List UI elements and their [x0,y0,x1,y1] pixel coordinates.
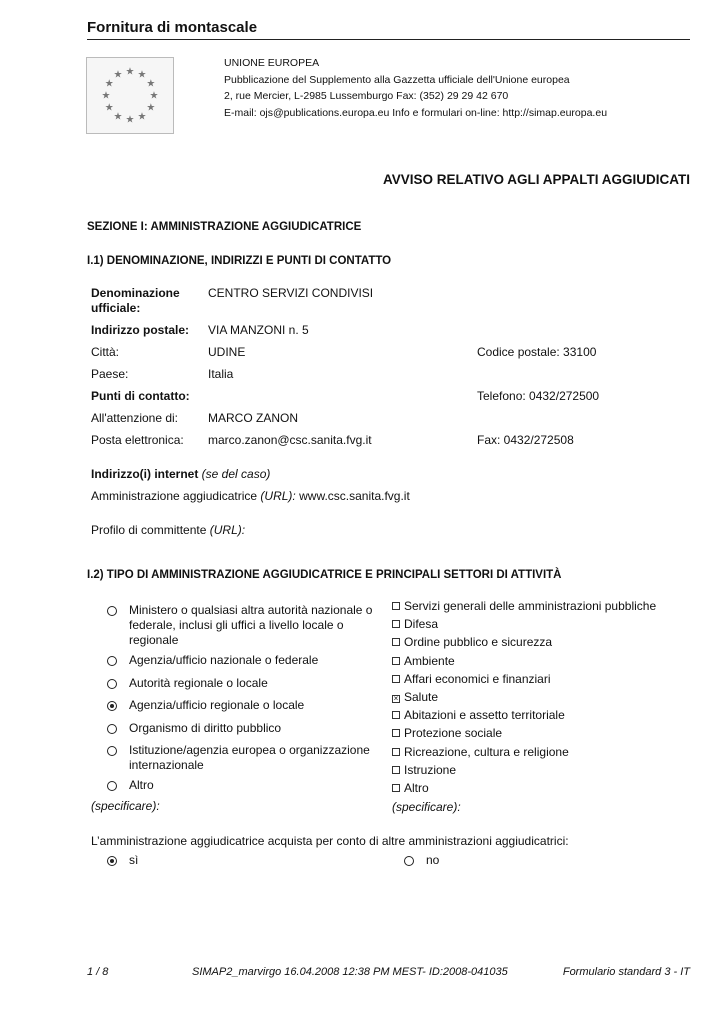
authority-type-label: Organismo di diritto pubblico [129,721,282,735]
sector-item [392,708,565,722]
sector-item [392,617,438,631]
checkbox-icon[interactable] [392,766,400,774]
star-icon: ★ [104,78,114,90]
admin-url-row [91,489,410,503]
star-icon: ★ [149,90,159,102]
sector-item [392,745,569,759]
sector-item [392,672,551,686]
checkbox-icon[interactable] [392,620,400,628]
address-label: Indirizzo postale: [91,323,190,337]
eu-line: Pubblicazione del Supplemento alla Gazzetta ufficiale dell'Unione europea [224,73,570,86]
star-icon: ★ [125,66,135,78]
sector-item [392,654,455,668]
checkbox-icon[interactable] [392,711,400,719]
checkbox-icon[interactable] [392,748,400,756]
label-line: ufficiale: [91,301,141,315]
internet-heading [91,467,270,481]
authority-type-label: Agenzia/ufficio nazionale o federale [129,653,319,667]
internet-label: Indirizzo(i) internet [91,467,199,481]
sector-label: Ordine pubblico e sicurezza [404,635,553,650]
email-label: Posta elettronica: [91,433,184,447]
phone: Telefono: 0432/272500 [477,389,600,403]
sector-label: Ricreazione, cultura e religione [404,744,569,759]
types-specify: (specificare): [91,799,160,813]
attention-label: All'attenzione di: [91,411,179,425]
document-title: Fornitura di montascale [87,19,258,36]
authority-type-radio[interactable] [107,656,117,666]
notice-title: AVVISO RELATIVO AGLI APPALTI AGGIUDICATI [383,172,690,187]
sectors-specify: (specificare): [392,800,461,814]
authority-type-radio[interactable] [107,746,117,756]
authority-type-label: Agenzia/ufficio regionale o locale [129,698,305,712]
no-radio[interactable] [404,856,414,866]
checkbox-icon[interactable] [392,729,400,737]
star-icon: ★ [104,102,114,114]
eu-publication-info [224,55,607,121]
authority-type-label: Autorità regionale o locale [129,676,268,690]
profile-label: Profilo di committente [91,523,207,537]
profile-url-note: (URL): [209,523,246,537]
checked-box-icon[interactable]: × [393,694,399,703]
eu-line: 2, rue Mercier, L-2985 Lussemburgo Fax: (352) 29 29 42 670 [224,90,509,102]
sector-label: Altro [404,781,429,795]
star-icon: ★ [113,69,123,81]
sector-item [392,690,438,704]
star-icon: ★ [137,69,147,81]
checkbox-icon[interactable] [392,657,400,665]
footer-form: Formulario standard 3 - IT [562,966,690,978]
email-value: marco.zanon@csc.sanita.fvg.it [208,433,372,447]
attention-value: MARCO ZANON [208,411,298,425]
city-label: Città: [91,345,120,359]
authority-type-radio[interactable] [107,606,117,616]
sector-label: Difesa [404,617,439,632]
country-value: Italia [208,367,234,381]
footer-id: SIMAP2_marvirgo 16.04.2008 12:38 PM MEST- ID:2008-041035 [192,966,508,978]
star-icon: ★ [113,111,123,123]
sector-item [392,726,502,740]
checkbox-icon[interactable] [392,784,400,792]
sector-item [392,763,456,777]
subsection-heading: I.1) DENOMINAZIONE, INDIRIZZI E PUNTI DI CONTATTO [87,255,392,267]
authority-type-label: Istituzione/agenzia europea o organizzazione internazionale [129,743,370,772]
authority-type-radio[interactable] [107,781,117,791]
sector-label: Abitazioni e assetto territoriale [404,708,565,723]
label-line: Denominazione [91,286,180,300]
contact-label: Punti di contatto: [91,389,190,403]
address-value: VIA MANZONI n. 5 [208,323,309,337]
authority-type-label: Altro [129,778,154,792]
star-icon: ★ [137,111,147,123]
star-icon: ★ [101,90,111,102]
denomination-value: CENTRO SERVIZI CONDIVISI [208,286,374,300]
admin-label: Amministrazione aggiudicatrice [91,489,258,503]
city-value: UDINE [208,345,246,359]
yes-radio[interactable] [107,856,117,866]
no-label: no [426,853,440,867]
admin-url: www.csc.sanita.fvg.it [299,489,410,503]
admin-url-note: (URL): [260,489,296,503]
checkbox-icon[interactable] [392,675,400,683]
internet-note: (se del caso) [201,467,271,481]
sector-item [392,781,429,795]
sector-label: Protezione sociale [404,726,503,741]
footer-page: 1 / 8 [87,966,109,978]
authority-type-radio[interactable] [107,679,117,689]
sector-label: Salute [404,690,439,704]
postal-code: Codice postale: 33100 [477,345,597,359]
sector-label: Istruzione [404,762,457,777]
country-label: Paese: [91,367,129,381]
yes-label: sì [129,853,139,867]
fax: Fax: 0432/272508 [477,433,574,447]
star-icon: ★ [125,114,135,126]
sector-label: Servizi generali delle amministrazioni pubbliche [404,599,657,613]
eu-line: UNIONE EUROPEA [224,57,320,69]
sector-item [392,635,552,649]
eu-line: E-mail: ojs@publications.europa.eu Info e formulari on-line: http://simap.europa.eu [224,106,608,119]
eu-flag-logo [86,57,174,134]
section-heading: SEZIONE I: AMMINISTRAZIONE AGGIUDICATRICE [87,221,362,233]
sector-label: Ambiente [404,653,455,668]
subsection-heading: I.2) TIPO DI AMMINISTRAZIONE AGGIUDICATRICE E PRINCIPALI SETTORI DI ATTIVITÀ [87,569,562,581]
checkbox-icon[interactable] [392,602,400,610]
profile-url-row [91,523,245,537]
denomination-label [91,286,180,315]
behalf-question: L’amministrazione aggiudicatrice acquista per conto di altre amministrazioni aggiudicatrici: [91,834,569,848]
authority-type-radio[interactable] [107,701,117,711]
sector-label: Affari economici e finanziari [404,671,551,686]
sector-item [392,599,656,613]
star-icon: ★ [146,102,156,114]
authority-type-radio[interactable] [107,724,117,734]
checkbox-icon[interactable] [392,638,400,646]
authority-type-label: Ministero o qualsiasi altra autorità nazionale o federale, inclusi gli uffici a livello locale o regionale [129,603,373,647]
title-divider [87,39,690,40]
star-icon: ★ [146,78,156,90]
